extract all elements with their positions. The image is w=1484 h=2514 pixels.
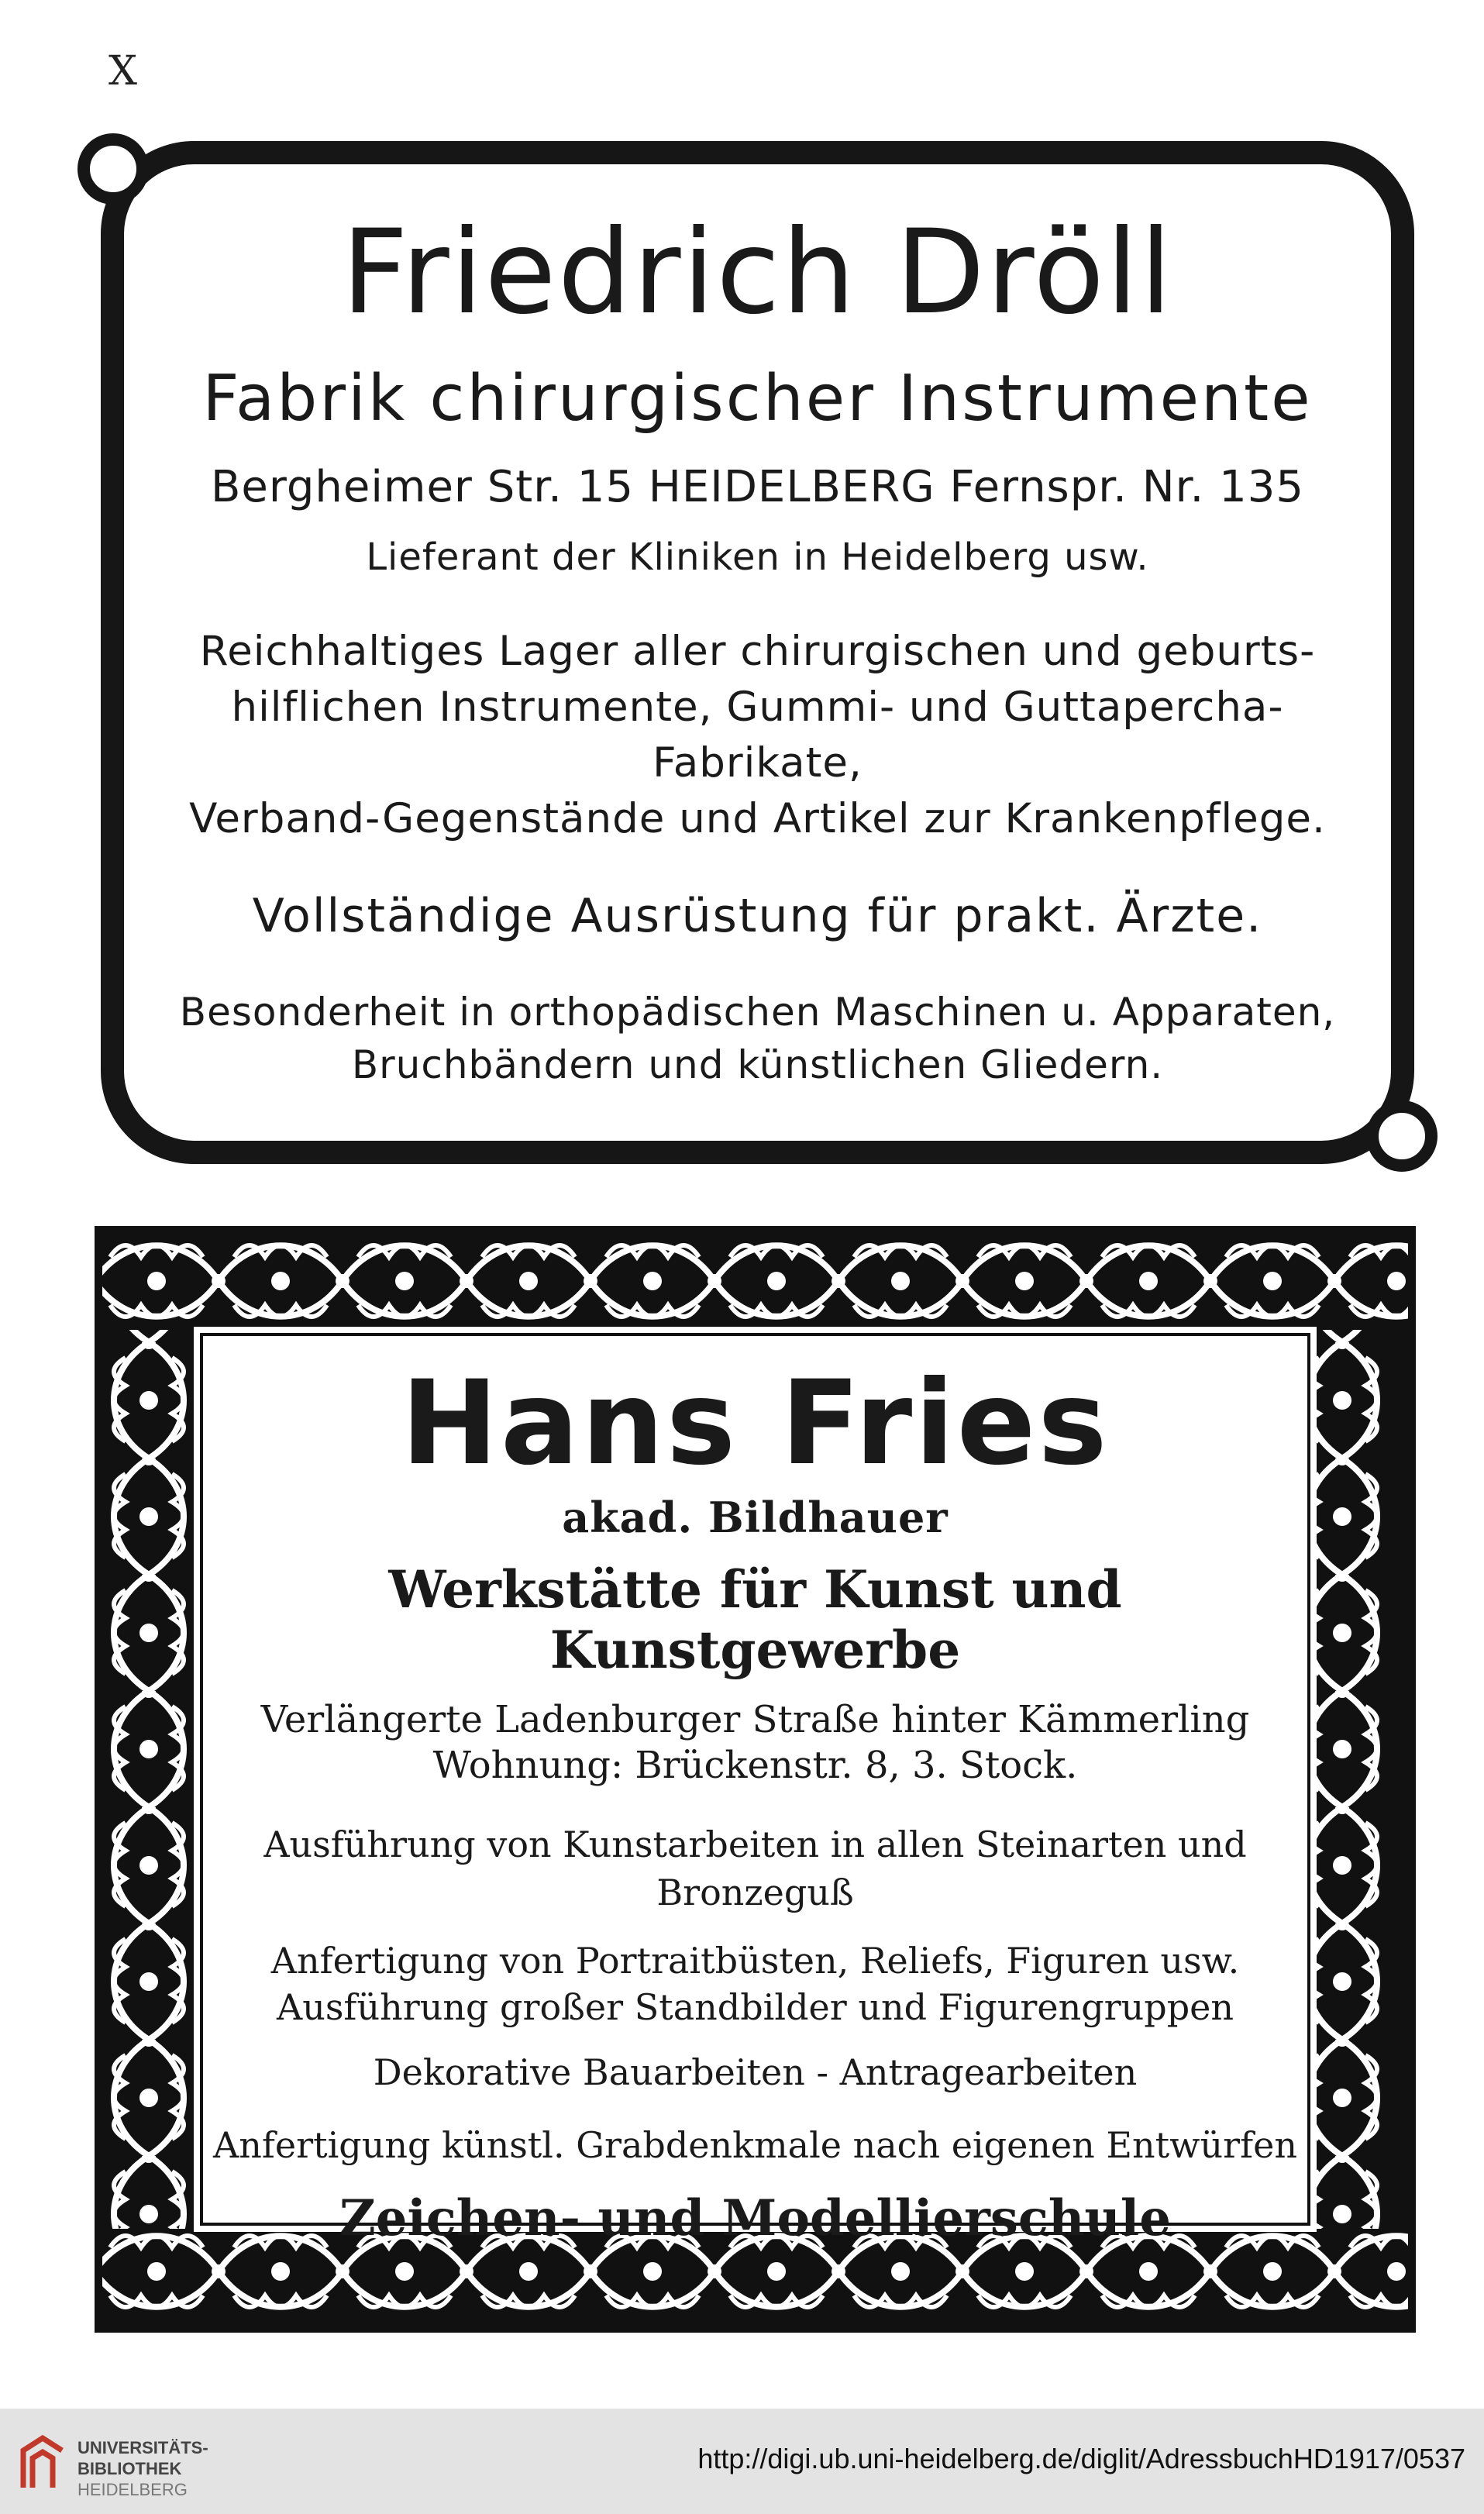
service-line: Anfertigung von Portraitbüsten, Reliefs, Figuren usw.	[270, 1940, 1240, 1982]
specialty-line: Besonderheit in orthopädischen Maschinen u. Apparaten,	[179, 990, 1336, 1035]
library-name	[77, 2438, 208, 2500]
description-line: hilflichen Instrumente, Gummi- und Guttapercha-Fabrikate,	[231, 684, 1284, 787]
description-line: Verband-Gegenstände und Artikel zur Krankenpflege.	[189, 795, 1326, 843]
specialty-block	[147, 987, 1368, 1091]
product-description	[147, 624, 1368, 847]
ad-fries-content	[203, 1336, 1307, 2247]
library-name-line: HEIDELBERG	[77, 2479, 188, 2499]
address-line: Verlängerte Ladenburger Straße hinter Kämmerling	[260, 1698, 1250, 1741]
sculptor-title: akad. Bildhauer	[562, 1493, 949, 1542]
school-heading: Zeichen- und Modellierschule	[339, 2189, 1171, 2247]
description-line: Reichhaltiges Lager aller chirurgischen und geburts-	[199, 628, 1316, 675]
supplier-line: Lieferant der Kliniken in Heidelberg usw.	[366, 536, 1149, 579]
advertisement-fries	[95, 1226, 1416, 2333]
service-line: Ausführung großer Standbilder und Figurengruppen	[276, 1986, 1234, 2029]
specialty-line: Bruchbändern und künstlichen Gliedern.	[351, 1042, 1164, 1087]
equipment-line: Vollständige Ausrüstung für prakt. Ärzte.	[252, 889, 1263, 944]
sculptor-name: Hans Fries	[401, 1356, 1110, 1491]
service-portraits-block	[203, 1938, 1307, 2031]
company-subtitle: Fabrik chirurgischer Instrumente	[202, 362, 1313, 436]
library-name-line: BIBLIOTHEK	[77, 2458, 182, 2478]
page-number-mark: X	[108, 48, 138, 95]
service-gravestones: Anfertigung künstl. Grabdenkmale nach eigenen Entwürfen	[213, 2123, 1297, 2166]
company-name: Friedrich Dröll	[341, 205, 1174, 340]
source-url-link[interactable]: http://digi.ub.uni-heidelberg.de/diglit/AdressbuchHD1917/0537	[697, 2443, 1465, 2474]
service-stonework: Ausführung von Kunstarbeiten in allen Steinarten und Bronzeguß	[263, 1824, 1247, 1914]
digitization-footer	[0, 2409, 1484, 2514]
workshop-heading: Werkstätte für Kunst und Kunstgewerbe	[388, 1559, 1122, 1680]
address-line: Wohnung: Brückenstr. 8, 3. Stock.	[432, 1743, 1078, 1787]
advertisement-droell	[101, 141, 1414, 1164]
service-decorative: Dekorative Bauarbeiten - Antragearbeiten	[373, 2051, 1138, 2093]
company-address: Bergheimer Str. 15 HEIDELBERG Fernspr. Nr. 135	[210, 462, 1305, 512]
library-logo-icon	[15, 2433, 70, 2494]
library-name-line: UNIVERSITÄTS-	[77, 2438, 208, 2457]
address-block	[203, 1697, 1307, 1788]
ad-droell-content	[147, 205, 1368, 1118]
